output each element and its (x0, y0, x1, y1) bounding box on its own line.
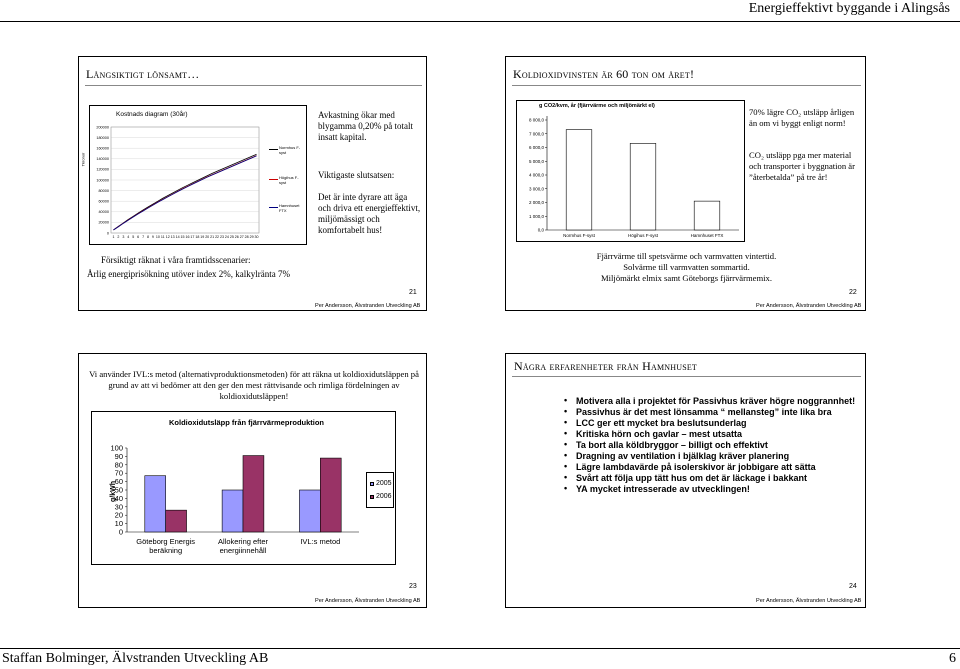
bar-2005-1 (222, 490, 243, 532)
bullet-item: • YA mycket intresserade av utvecklingen! (562, 484, 862, 494)
slide-24-title: Några erfarenheter från Hamnhuset (514, 359, 698, 373)
bullet-item: • Ta bort alla köldbryggor – billigt och effektivt (562, 440, 862, 450)
x-category-label-line2: energiinnehåll (219, 546, 267, 555)
x-tick-label: 28 (244, 235, 249, 239)
bullet-item: • Motivera alla i projektet för Passivhus kräver högre noggrannhet! (562, 396, 862, 406)
x-tick-label: 6 (137, 235, 140, 239)
y-tick-label: 50 (114, 485, 123, 495)
legend-2006-label: 2006 (376, 493, 392, 500)
slide-22-caption2: Solvärme till varmvatten sommartid. (623, 262, 750, 272)
bar-2005-2 (299, 490, 320, 532)
bar-0 (566, 130, 592, 230)
slide-24-title-rule (512, 376, 861, 377)
slide-22-text2: CO₂ utsläpp pga mer material och transporter i byggnation är ”återbetalda” på tre år! (749, 150, 855, 182)
x-tick-label: 17 (190, 235, 195, 239)
y-tick-label: 30 (114, 502, 123, 512)
y-tick-label: 1 000,0 (528, 213, 544, 219)
y-tick-label: 0 (106, 231, 109, 236)
bullet-item: • Kritiska hörn och gavlar – mest utsatta (562, 429, 862, 439)
slide-21-caption2: Årlig energiprisökning utöver index 2%, kalkylränta 7% (87, 269, 291, 279)
slide-21-text2-heading: Viktigaste slutsatsen: (318, 170, 395, 180)
y-tick-label: 8 000,0 (528, 117, 544, 123)
y-tick-label: 160000 (96, 146, 109, 151)
bullet-item: • Dragning av ventilation i bjälklag kräver planering (562, 451, 862, 461)
y-tick-label: 2 000,0 (528, 200, 544, 205)
x-tick-label: 23 (220, 235, 224, 239)
y-tick-label: 10 (114, 519, 123, 529)
slide-24 (505, 353, 866, 608)
slide-23 (78, 353, 427, 608)
bar-2006-1 (243, 456, 264, 532)
x-tick-label: 16 (185, 235, 190, 239)
bullet-item: • LCC ger ett mycket bra beslutsunderlag (562, 418, 862, 428)
slide-22-caption1: Fjärrvärme till spetsvärme och varmvatten vintertid. (596, 251, 777, 261)
slide-22 (505, 56, 866, 311)
legend-hogihus-label: Högihus F-syst (279, 175, 299, 185)
header-rule (0, 21, 960, 22)
slide-21 (78, 56, 427, 311)
slide-22-credit: Per Andersson, Älvstranden Utveckling AB (756, 303, 862, 309)
y-tick-label: 80 (114, 460, 123, 470)
y-tick-label: 20000 (98, 220, 109, 225)
x-tick-label: 26 (234, 235, 239, 239)
y-tick-label: 200000 (96, 125, 109, 130)
y-tick-label: 0,0 (537, 227, 544, 233)
legend-hamnhuset-label: Hamnhuset FTX (279, 203, 300, 213)
y-tick-label: 120000 (96, 167, 109, 172)
slide-22-title-rule (512, 85, 861, 86)
x-tick-label: 19 (200, 235, 205, 239)
bullet-item: • Lägre lambdavärde på isolerskivor är jobbigare att sätta (562, 462, 862, 472)
x-tick-label: 3 (122, 235, 125, 239)
emission-chart (91, 411, 401, 571)
x-tick-label: 15 (180, 235, 185, 239)
x-tick-label: 25 (229, 235, 234, 239)
x-tick-label: 9 (151, 235, 154, 239)
slide-21-caption1: Försiktigt räknat i våra framtidsscenarier: (101, 255, 251, 265)
x-category-label: Allokering efter (217, 537, 269, 546)
x-tick-label: 7 (142, 235, 145, 239)
x-tick-label: 13 (170, 235, 175, 239)
legend-2005-swatch (370, 482, 374, 486)
legend-normhus-label: Normhus F-syst (279, 145, 301, 155)
bar-2005-0 (145, 476, 166, 532)
bar-2006-2 (320, 458, 341, 532)
y-tick-label: 100000 (96, 178, 109, 183)
x-tick-label: 18 (195, 235, 200, 239)
footer-author: Staffan Bolminger, Älvstranden Utveckling AB (2, 651, 269, 666)
slide-21-title: Långsiktigt lönsamt… (86, 67, 200, 81)
bullet-item: • Svårt att följa upp tätt hus om det är läckage i bakkant (562, 473, 862, 483)
slide-22-title: Koldioxidvinsten är 60 ton om året! (513, 67, 695, 81)
slide-22-text1: 70% lägre CO₂ utsläpp årligen än om vi byggt enligt norm! (749, 107, 855, 128)
slide-21-credit: Per Andersson, Älvstranden Utveckling AB (315, 303, 421, 309)
y-tick-label: 60 (114, 477, 123, 487)
x-tick-label: 24 (224, 235, 229, 239)
emission-chart-title: Koldioxidutsläpp från fjärrvärmeproduktion (169, 418, 325, 427)
y-tick-label: 4 000,0 (528, 172, 544, 178)
legend-hogihus-swatch (269, 179, 278, 180)
cost-chart-title: Kostnads diagram (30år) (116, 111, 188, 118)
x-tick-label: 30 (254, 235, 259, 239)
x-category-label: Göteborg Energis (136, 537, 196, 546)
x-category-label: Högihus F-syst (627, 233, 659, 238)
y-tick-label: 70 (114, 468, 123, 478)
legend-2006-swatch (370, 495, 374, 499)
x-tick-label: 27 (239, 235, 244, 239)
x-tick-label: 5 (132, 235, 135, 239)
x-tick-label: 29 (249, 235, 254, 239)
y-tick-label: 60000 (98, 199, 109, 204)
y-tick-label: 80000 (98, 188, 109, 193)
slide-23-text: Vi använder IVL:s metod (alternativproduktionsmetoden) för att räkna ut koldioxidutsläppen på grund av att vi bedömer att den ger den mest rättvisande och rimliga fördelningen av koldioxidutsläppen! (89, 369, 419, 401)
slide-21-number: 21 (409, 289, 417, 296)
y-tick-label: 20 (114, 510, 123, 520)
y-tick-label: 40 (114, 493, 123, 503)
x-tick-label: 12 (165, 235, 170, 239)
slide-22-number: 22 (849, 289, 857, 296)
y-tick-label: 3 000,0 (528, 186, 544, 192)
x-tick-label: 11 (160, 235, 165, 239)
legend-normhus-swatch (269, 149, 278, 150)
x-category-label: Normhus F-syst (563, 233, 595, 238)
x-tick-label: 10 (155, 235, 160, 239)
slide-23-credit: Per Andersson, Älvstranden Utveckling AB (315, 598, 421, 604)
x-tick-label: 22 (215, 235, 220, 239)
y-tick-label: 100 (110, 443, 123, 453)
emission-chart-ylabel: g/kWh (110, 481, 117, 502)
y-tick-label: 140000 (96, 157, 109, 162)
y-tick-label: 7 000,0 (528, 131, 544, 137)
x-tick-label: 8 (147, 235, 149, 239)
bar-1 (630, 143, 656, 230)
bullet-item: • Passivhus är det mest lönsamma “ mellansteg” inte lika bra (562, 407, 862, 417)
x-tick-label: 1 (112, 235, 115, 239)
y-tick-label: 0 (118, 527, 123, 537)
x-tick-label: 20 (205, 235, 210, 239)
x-tick-label: 14 (175, 235, 180, 239)
x-category-label-line2: beräkning (149, 546, 183, 555)
co2-chart-title: g CO2/kvm, år (fjärrvärme och miljömärkt el) (539, 103, 655, 109)
x-tick-label: 2 (117, 235, 120, 239)
y-tick-label: 90 (114, 451, 123, 461)
footer-page-number: 6 (949, 651, 956, 666)
y-tick-label: 180000 (96, 135, 109, 140)
co2-chart (516, 100, 746, 250)
legend-hamnhuset-swatch (269, 207, 278, 208)
emission-chart-legend (366, 472, 394, 508)
slide-22-caption3: Miljömärkt elmix samt Göteborgs fjärrvärmemix. (601, 273, 772, 283)
slide-24-number: 24 (849, 583, 857, 590)
x-category-label: Hamnhuset FTX (690, 233, 724, 238)
x-tick-label: 4 (127, 235, 130, 239)
legend-2005-label: 2005 (376, 480, 392, 487)
y-tick-label: 6 000,0 (528, 145, 544, 150)
cost-chart-ylabel: Tkronor (80, 152, 86, 167)
slide-23-number: 23 (409, 583, 417, 590)
bar-2 (694, 201, 720, 230)
slide-24-credit: Per Andersson, Älvstranden Utveckling AB (756, 598, 862, 604)
slide-21-text2: Det är inte dyrare att äga och driva ett energieffektivt, miljömässigt och komfortabelt hus! (318, 192, 421, 235)
slide-21-text1: Avkastning ökar med blygamma 0,20% på totalt insatt kapital. (318, 110, 413, 142)
cost-chart-legend (269, 145, 303, 227)
slide-24-bullet-list (562, 396, 862, 495)
x-category-label: IVL:s metod (300, 537, 341, 546)
footer-rule (0, 648, 960, 649)
page-header-title: Energieffektivt byggande i Alingsås (748, 1, 950, 16)
x-tick-label: 21 (210, 235, 215, 239)
y-tick-label: 5 000,0 (528, 158, 544, 164)
slide-21-title-rule (85, 85, 422, 86)
y-tick-label: 40000 (98, 210, 109, 215)
bar-2006-0 (166, 510, 187, 532)
